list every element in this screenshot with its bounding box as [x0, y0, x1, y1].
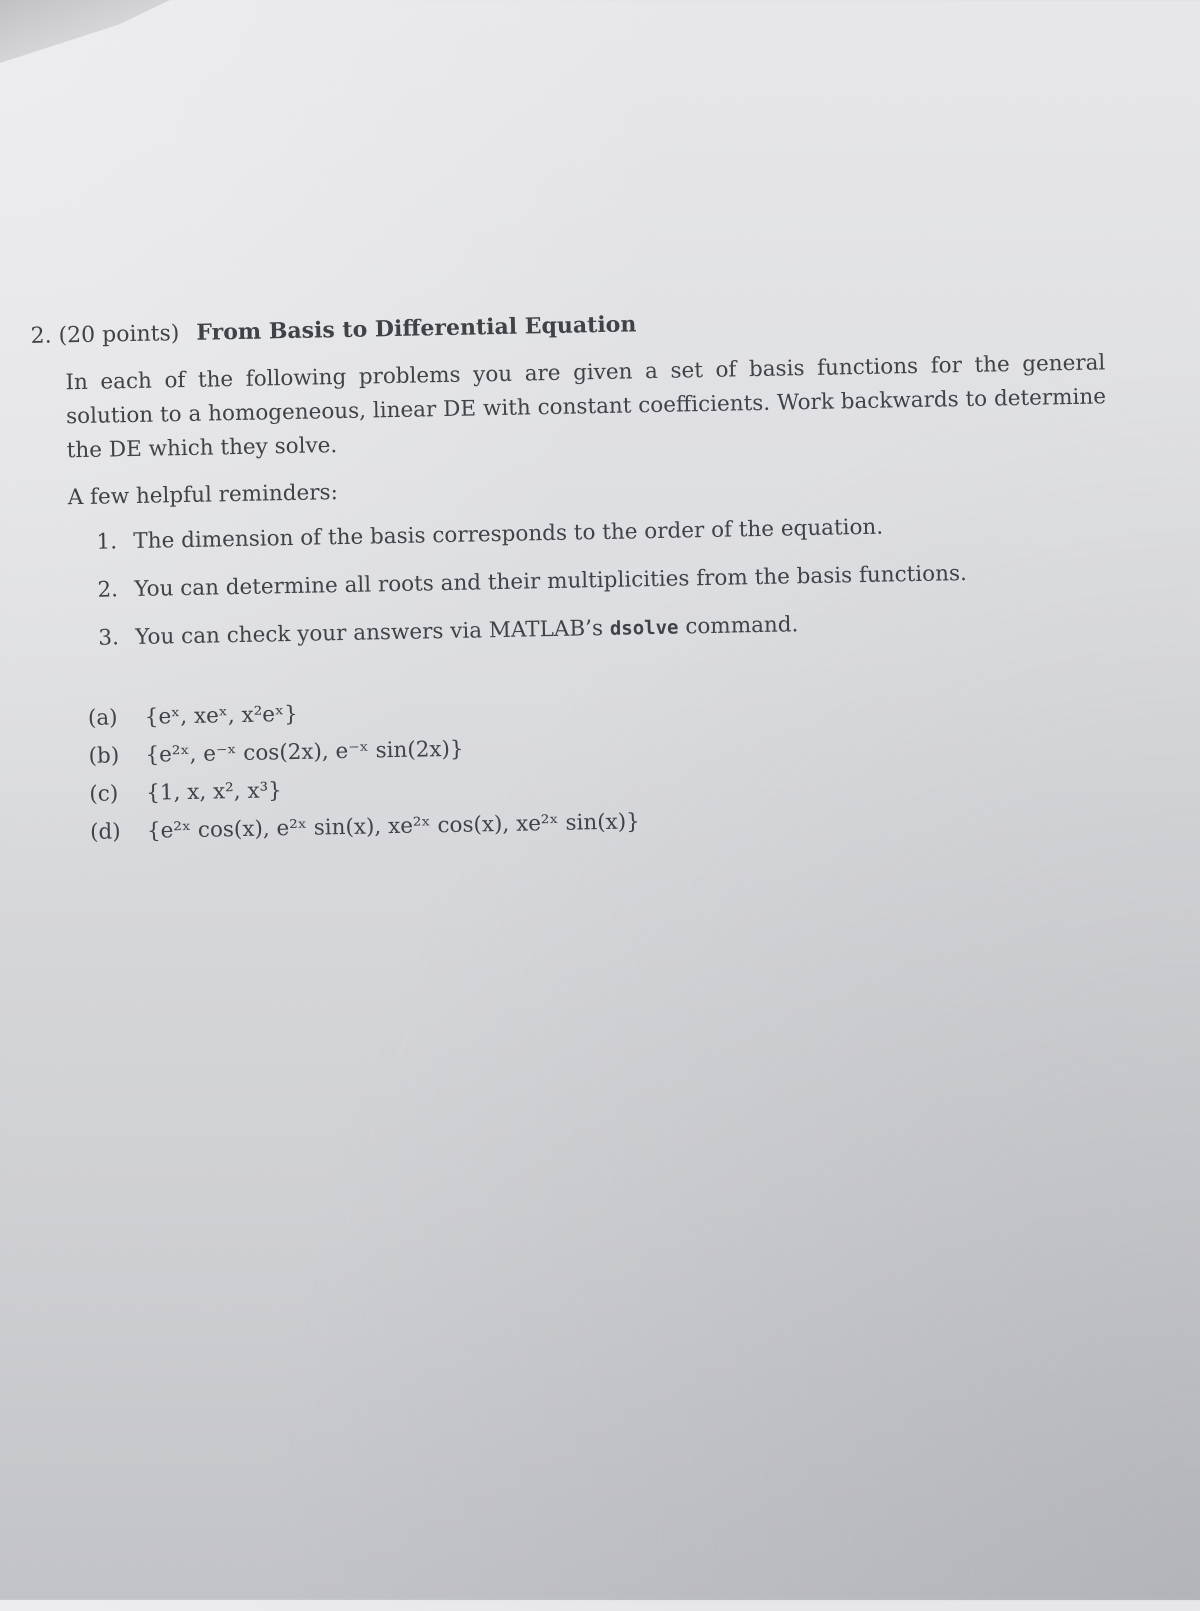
reminder-text: The dimension of the basis corresponds to the order of the equation.: [133, 514, 884, 554]
subproblem-label: (a): [87, 705, 118, 731]
problem-number: 2.: [30, 323, 52, 349]
subproblem-list: [88, 695, 641, 858]
dsolve-code: dsolve: [609, 616, 679, 640]
basis-set: {e²ˣ, e⁻ˣ cos(2x), e⁻ˣ sin(2x)}: [145, 736, 464, 768]
reminder-text-after: command.: [678, 612, 799, 640]
reminder-text: You can determine all roots and their multiplicities from the basis functions.: [134, 561, 968, 602]
reminders-list: [96, 513, 968, 674]
subproblem-label: (d): [89, 819, 121, 845]
reminders-label: A few helpful reminders:: [67, 480, 339, 511]
problem-heading: [30, 311, 636, 349]
problem-points: (20 points): [58, 321, 180, 349]
reminder-number: 3.: [98, 625, 120, 651]
basis-set: {1, x, x², x³}: [145, 778, 283, 806]
subproblem-label: (c): [89, 781, 119, 807]
basis-set: {eˣ, xeˣ, x²eˣ}: [144, 701, 299, 730]
subproblem-label: (b): [88, 743, 120, 769]
reminder-text-before: You can check your answers via MATLAB’s: [134, 615, 611, 650]
reminder-number: 2.: [97, 577, 119, 603]
problem-title: From Basis to Differential Equation: [196, 311, 637, 346]
basis-set: {e²ˣ cos(x), e²ˣ sin(x), xe²ˣ cos(x), xe²ˣ sin(x)}: [146, 809, 641, 844]
problem-intro: In each of the following problems you are given a set of basis functions for the general solution to a homogeneous, linear DE with constant coefficients. Work backwards to determine the DE which they solve.: [65, 350, 1107, 464]
reminder-number: 1.: [96, 529, 118, 555]
